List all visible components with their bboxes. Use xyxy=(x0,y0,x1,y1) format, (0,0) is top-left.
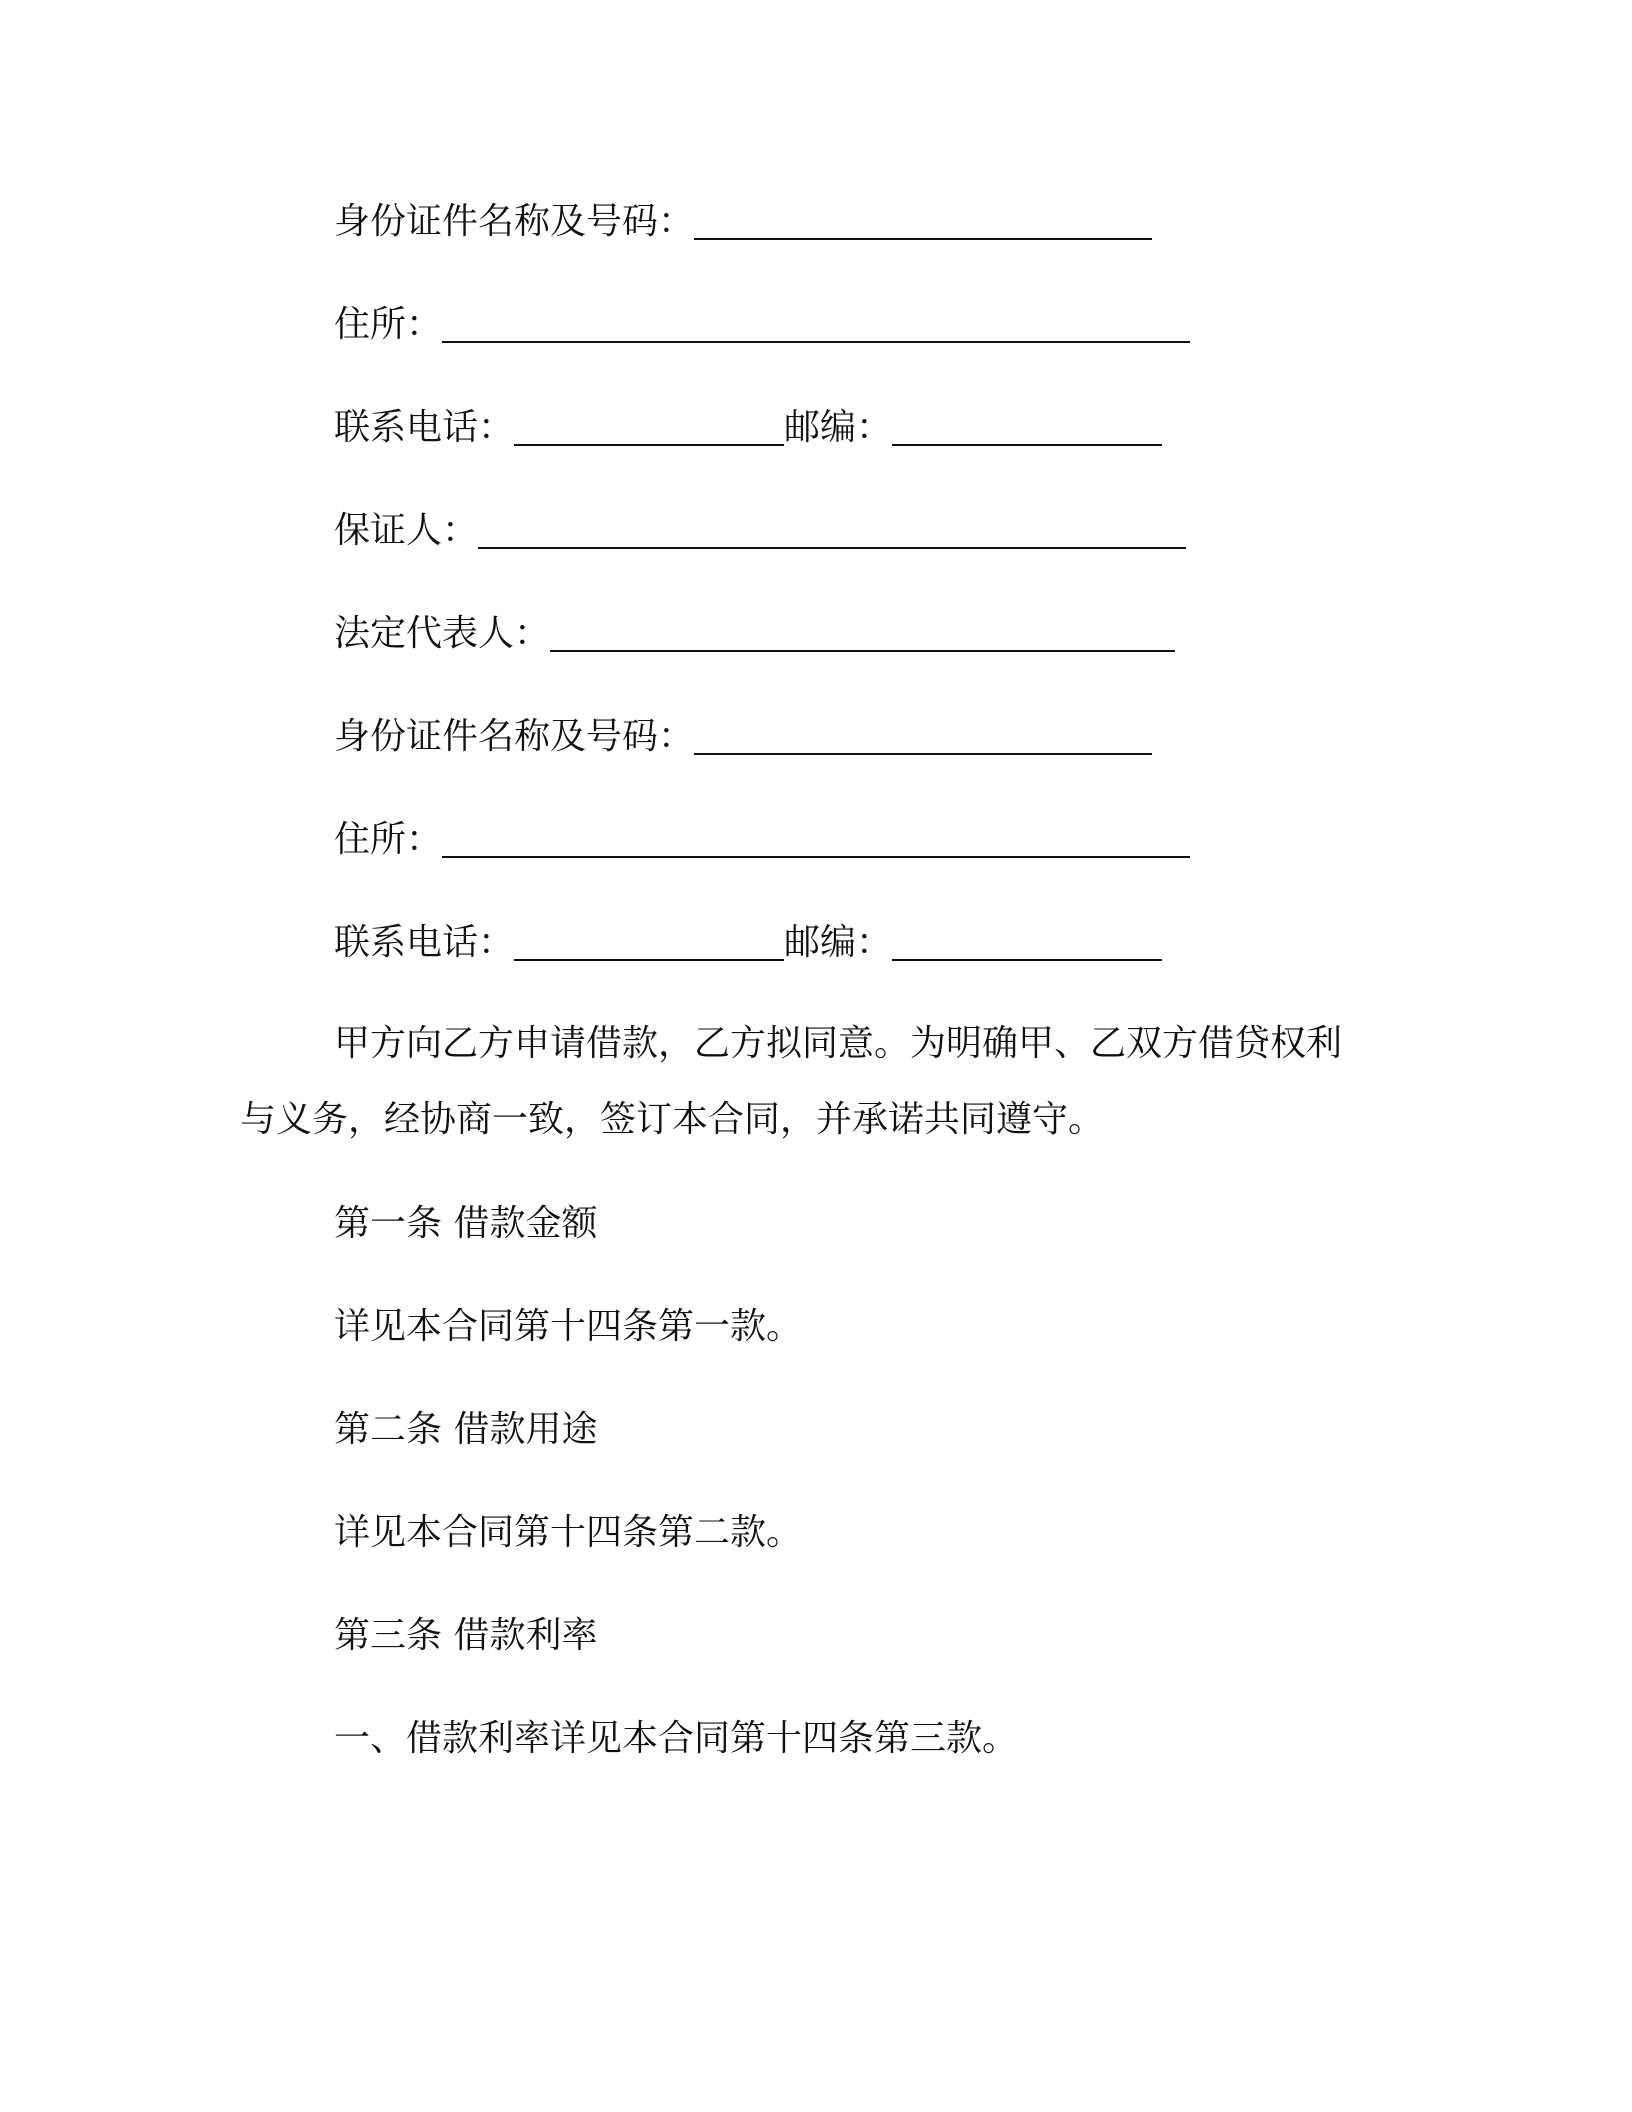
id-blank[interactable] xyxy=(694,204,1152,240)
intro-line-2: 与义务，经协商一致，签订本合同，并承诺共同遵守。 xyxy=(240,1099,1105,1140)
id-field-1 xyxy=(334,198,1152,246)
legal-rep-blank[interactable] xyxy=(550,616,1175,652)
id-label: 身份证件名称及号码： xyxy=(334,716,695,757)
address-field-2 xyxy=(334,816,1190,864)
phone-postcode-field-2 xyxy=(334,919,1162,967)
postcode-label: 邮编： xyxy=(784,922,893,963)
id-field-2 xyxy=(334,713,1152,761)
id-label: 身份证件名称及号码： xyxy=(334,201,695,242)
article-2-body: 详见本合同第十四条第二款。 xyxy=(334,1512,803,1553)
article-3-body: 一、借款利率详见本合同第十四条第三款。 xyxy=(334,1718,1019,1759)
intro-line-1: 甲方向乙方申请借款，乙方拟同意。为明确甲、乙双方借贷权利 xyxy=(334,1023,1343,1064)
address-blank[interactable] xyxy=(442,822,1190,858)
address-label: 住所： xyxy=(334,304,443,345)
phone-label: 联系电话： xyxy=(334,407,515,448)
phone-blank[interactable] xyxy=(514,925,784,961)
guarantor-field xyxy=(334,507,1186,555)
phone-postcode-field-1 xyxy=(334,404,1162,452)
postcode-blank[interactable] xyxy=(892,410,1162,446)
postcode-label: 邮编： xyxy=(784,407,893,448)
guarantor-blank[interactable] xyxy=(478,513,1186,549)
address-label: 住所： xyxy=(334,819,443,860)
guarantor-label: 保证人： xyxy=(334,510,479,551)
address-field-1 xyxy=(334,301,1190,349)
phone-blank[interactable] xyxy=(514,410,784,446)
article-1-heading: 第一条 借款金额 xyxy=(334,1203,598,1244)
id-blank[interactable] xyxy=(694,719,1152,755)
phone-label: 联系电话： xyxy=(334,922,515,963)
legal-rep-field xyxy=(334,610,1175,658)
article-2-heading: 第二条 借款用途 xyxy=(334,1409,598,1450)
article-1-body: 详见本合同第十四条第一款。 xyxy=(334,1306,803,1347)
legal-rep-label: 法定代表人： xyxy=(334,613,551,654)
address-blank[interactable] xyxy=(442,307,1190,343)
article-3-heading: 第三条 借款利率 xyxy=(334,1615,598,1656)
postcode-blank[interactable] xyxy=(892,925,1162,961)
